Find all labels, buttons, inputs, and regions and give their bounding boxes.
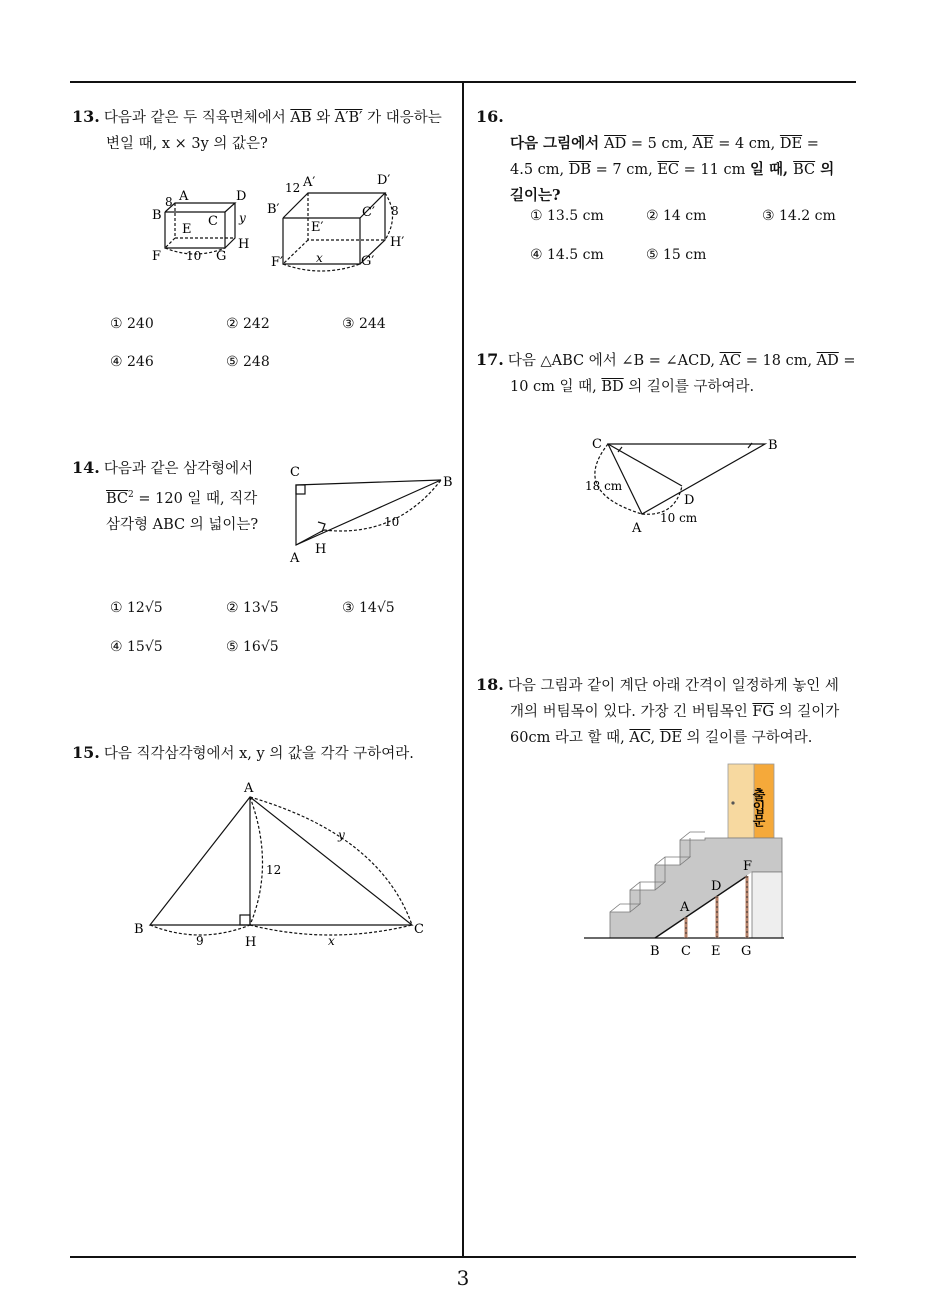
choice-2[interactable]: ② 13√5	[226, 600, 279, 616]
question-18: 18. 다음 그림과 같이 계단 아래 간격이 일정하게 놓인 세 개의 버팀목이 있다. 가장 긴 버팀목인 $\overline{FG}$ 의 길이가 60cm 라고 할 때, $\overline{AC}$, $\overline{DE}$ 의 길이를 구하여라.	[476, 675, 840, 746]
label-d: D	[236, 189, 247, 204]
label-a-prime: A′	[303, 175, 316, 190]
choice-1[interactable]: ① 12√5	[110, 600, 163, 616]
label-b: B	[650, 944, 660, 959]
choice-1[interactable]: ① 240	[110, 316, 154, 332]
q14-figure	[286, 460, 461, 570]
choice-1[interactable]: ① 13.5 cm	[530, 208, 604, 224]
label-c-prime: C′	[362, 205, 375, 220]
svg-text:12: 12	[266, 863, 282, 877]
label-c: C	[414, 922, 424, 937]
choice-3[interactable]: ③ 14√5	[342, 600, 395, 616]
label-c: C	[681, 944, 691, 959]
label-b: B	[152, 208, 162, 223]
question-number: 18.	[476, 675, 504, 694]
label-a: A	[290, 551, 300, 566]
label-h: H	[245, 935, 257, 950]
label-g: G	[741, 944, 752, 959]
choice-3[interactable]: ③ 244	[342, 316, 386, 332]
question-number: 16.	[476, 107, 504, 126]
svg-text:y: y	[338, 828, 345, 842]
svg-text:10: 10	[186, 249, 202, 263]
label-h-prime: H′	[390, 235, 405, 250]
question-number: 17.	[476, 350, 504, 369]
svg-text:12: 12	[285, 181, 301, 195]
choice-4[interactable]: ④ 246	[110, 354, 154, 370]
question-number: 14.	[72, 458, 100, 477]
choice-3[interactable]: ③ 14.2 cm	[762, 208, 836, 224]
label-a: A	[244, 781, 254, 796]
door-label: 출입문	[749, 788, 765, 827]
svg-text:x: x	[328, 934, 335, 948]
label-b-prime: B′	[267, 202, 280, 217]
q17-figure	[580, 432, 790, 537]
label-h: H	[238, 237, 250, 252]
label-a: A	[179, 189, 189, 204]
svg-text:18 cm: 18 cm	[585, 479, 623, 493]
label-g-prime: G′	[361, 254, 375, 269]
label-a: A	[632, 521, 642, 536]
label-b: B	[768, 438, 778, 453]
label-c: C	[592, 437, 602, 452]
label-b: B	[134, 922, 144, 937]
page-number: 3	[456, 1266, 470, 1290]
choice-2[interactable]: ② 242	[226, 316, 270, 332]
svg-text:8: 8	[391, 204, 399, 218]
question-17: 17. 다음 △ABC 에서 ∠B = ∠ACD, $\overline{AC} = 18$ cm, $\overline{AD}$ = 10 cm 일 때, $\overline{BD}$ 의 길이를 구하여라.	[476, 350, 856, 395]
column-divider	[462, 82, 464, 1258]
q13-figure	[148, 168, 418, 268]
question-13: 13. 다음과 같은 두 직육면체에서 $\overline{AB}$ 와 A′B′ 가 대응하는 변일 때, x × 3y 의 값은?	[72, 107, 442, 152]
label-e: E	[182, 222, 192, 237]
choice-4[interactable]: ④ 14.5 cm	[530, 247, 604, 263]
label-c: C	[208, 214, 218, 229]
q15-figure	[130, 775, 430, 955]
label-f-prime: F′	[271, 255, 283, 270]
question-number: 13.	[72, 107, 100, 126]
label-f: F	[743, 859, 753, 874]
choice-5[interactable]: ⑤ 16√5	[226, 639, 279, 655]
label-h: H	[315, 542, 327, 557]
question-number: 15.	[72, 743, 100, 762]
label-f: F	[152, 249, 162, 264]
svg-text:y: y	[239, 211, 246, 225]
label-d-prime: D′	[377, 173, 391, 188]
choice-5[interactable]: ⑤ 248	[226, 354, 270, 370]
label-d: D	[684, 493, 695, 508]
question-16: 16. 다음 그림에서 $\overline{AD} = 5$ cm, $\overline{AE} = 4$ cm, $\overline{DE}$ = 4.5 cm, $\overline{DB} = 7$ cm, $\overline{EC} = 11$ cm 일 때, $\overline{BC}$ 의 길이는?	[476, 107, 835, 204]
label-g: G	[216, 249, 227, 264]
question-15: 15. 다음 직각삼각형에서 x, y 의 값을 각각 구하여라.	[72, 743, 414, 762]
svg-text:8: 8	[165, 195, 173, 209]
svg-text:x: x	[316, 251, 323, 265]
choice-4[interactable]: ④ 15√5	[110, 639, 163, 655]
label-d: D	[711, 879, 722, 894]
q18-figure	[580, 760, 790, 965]
label-a: A	[680, 900, 690, 915]
choice-2[interactable]: ② 14 cm	[646, 208, 707, 224]
label-c: C	[290, 465, 300, 480]
svg-text:9: 9	[196, 934, 204, 948]
choice-5[interactable]: ⑤ 15 cm	[646, 247, 707, 263]
label-e-prime: E′	[311, 220, 324, 235]
label-b: B	[443, 475, 453, 490]
question-14: 14. 다음과 같은 삼각형에서 $\overline{BC}^2 = 120$ 일 때, 직각 삼각형 ABC 의 넓이는?	[72, 458, 259, 533]
label-e: E	[711, 944, 721, 959]
svg-text:10 cm: 10 cm	[660, 511, 698, 525]
svg-text:10: 10	[384, 515, 400, 529]
